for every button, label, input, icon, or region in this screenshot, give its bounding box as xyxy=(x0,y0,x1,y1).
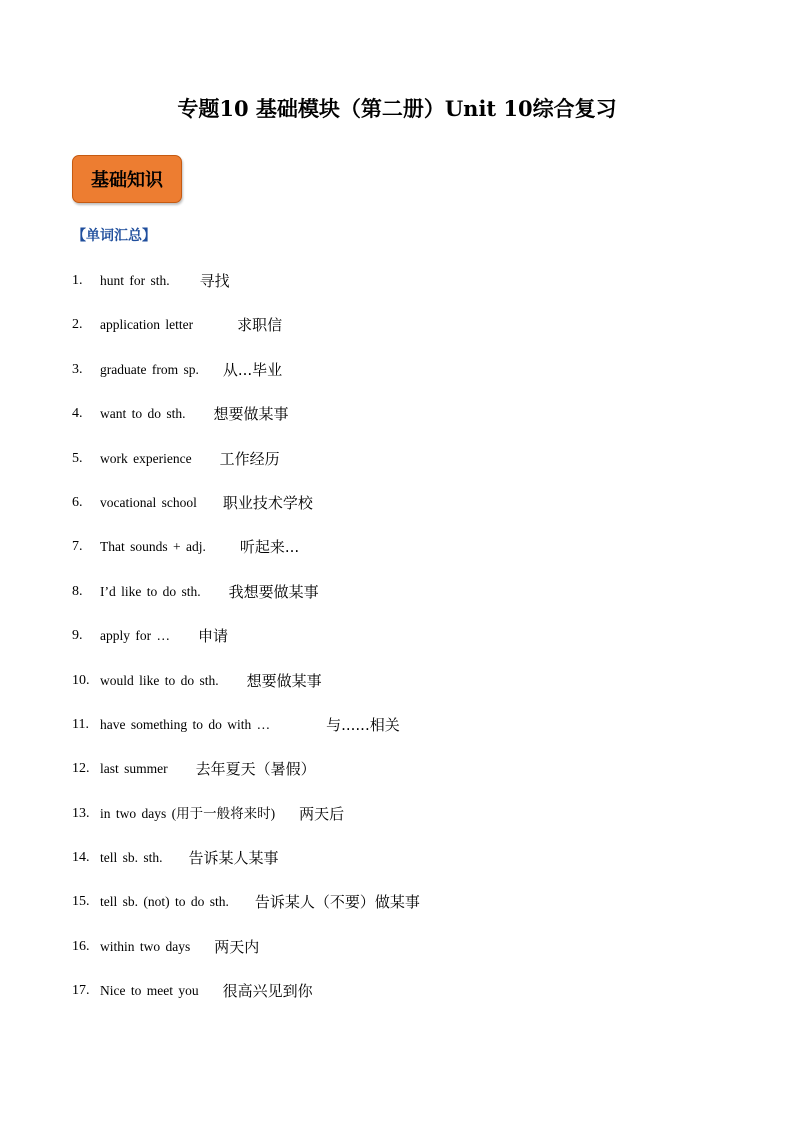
section-badge-basic-knowledge xyxy=(72,155,182,203)
list-item xyxy=(72,448,420,492)
chinese-meaning: 去年夏天（暑假） xyxy=(195,760,316,779)
item-number: 15. xyxy=(72,894,90,910)
item-number: 3. xyxy=(72,361,83,377)
item-number: 11. xyxy=(72,716,89,732)
english-phrase: tell sb. sth. xyxy=(100,850,163,866)
list-item xyxy=(72,270,420,314)
item-number: 10. xyxy=(72,672,90,688)
item-number: 6. xyxy=(72,494,83,510)
english-phrase: Nice to meet you xyxy=(100,983,199,999)
chinese-meaning: 告诉某人（不要）做某事 xyxy=(254,893,420,912)
item-number: 8. xyxy=(72,583,83,599)
list-item xyxy=(72,891,420,935)
item-number: 12. xyxy=(72,761,90,777)
chinese-meaning: 告诉某人某事 xyxy=(188,849,279,868)
english-phrase: last summer xyxy=(100,761,168,777)
chinese-meaning: 听起来... xyxy=(239,538,300,557)
english-phrase: tell sb. (not) to do sth. xyxy=(100,894,229,910)
item-number: 13. xyxy=(72,805,90,821)
page-title: 专题10 基础模块（第二册）Unit 10综合复习 xyxy=(177,96,617,121)
list-item xyxy=(72,758,420,802)
list-item xyxy=(72,581,420,625)
english-phrase: work experience xyxy=(100,450,192,466)
english-phrase: hunt for sth. xyxy=(100,273,170,288)
chinese-meaning: 想要做某事 xyxy=(246,671,322,690)
chinese-meaning: 申请 xyxy=(197,627,228,646)
english-phrase: within two days xyxy=(100,938,191,954)
english-phrase: I’d like to do sth. xyxy=(100,583,201,599)
list-item xyxy=(72,670,420,714)
list-item xyxy=(72,314,420,358)
chinese-meaning: 两天内 xyxy=(214,937,260,956)
section-badge-label: 基础知识 xyxy=(91,170,163,191)
item-number: 4. xyxy=(72,406,83,422)
vocabulary-subheading: 【单词汇总】 xyxy=(72,228,156,244)
list-item xyxy=(72,492,420,536)
list-item xyxy=(72,803,420,847)
item-number: 1. xyxy=(72,273,83,288)
list-item xyxy=(72,625,420,669)
item-number: 7. xyxy=(72,539,83,555)
english-phrase: would like to do sth. xyxy=(100,672,219,688)
english-phrase: have something to do with … xyxy=(100,716,271,732)
item-number: 2. xyxy=(72,317,83,333)
chinese-meaning: 工作经历 xyxy=(219,449,280,468)
english-phrase: That sounds + adj. xyxy=(100,539,206,555)
chinese-meaning: 与......相关 xyxy=(326,715,400,734)
item-number: 16. xyxy=(72,938,90,954)
chinese-meaning: 寻找 xyxy=(199,272,230,290)
chinese-meaning: 很高兴见到你 xyxy=(222,982,313,1001)
list-item xyxy=(72,847,420,891)
chinese-meaning: 想要做某事 xyxy=(213,405,289,424)
list-item xyxy=(72,980,420,1024)
chinese-meaning: 我想要做某事 xyxy=(228,582,319,601)
chinese-meaning: 求职信 xyxy=(237,316,283,335)
chinese-meaning: 两天后 xyxy=(299,804,345,823)
english-phrase: application letter xyxy=(100,317,194,333)
english-phrase: graduate from sp. xyxy=(100,361,199,377)
item-number: 17. xyxy=(72,983,90,999)
vocabulary-list xyxy=(72,270,420,1025)
list-item xyxy=(72,714,420,758)
english-phrase: apply for … xyxy=(100,628,170,644)
item-number: 5. xyxy=(72,450,83,466)
list-item xyxy=(72,359,420,403)
english-phrase: want to do sth. xyxy=(100,406,186,422)
list-item xyxy=(72,536,420,580)
item-number: 9. xyxy=(72,628,83,644)
chinese-meaning: 职业技术学校 xyxy=(222,493,313,512)
chinese-meaning: 从...毕业 xyxy=(222,360,283,379)
list-item xyxy=(72,936,420,980)
item-number: 14. xyxy=(72,850,90,866)
english-phrase: vocational school xyxy=(100,494,197,510)
english-phrase: in two days (用于一般将来时) xyxy=(100,805,276,821)
list-item xyxy=(72,403,420,447)
